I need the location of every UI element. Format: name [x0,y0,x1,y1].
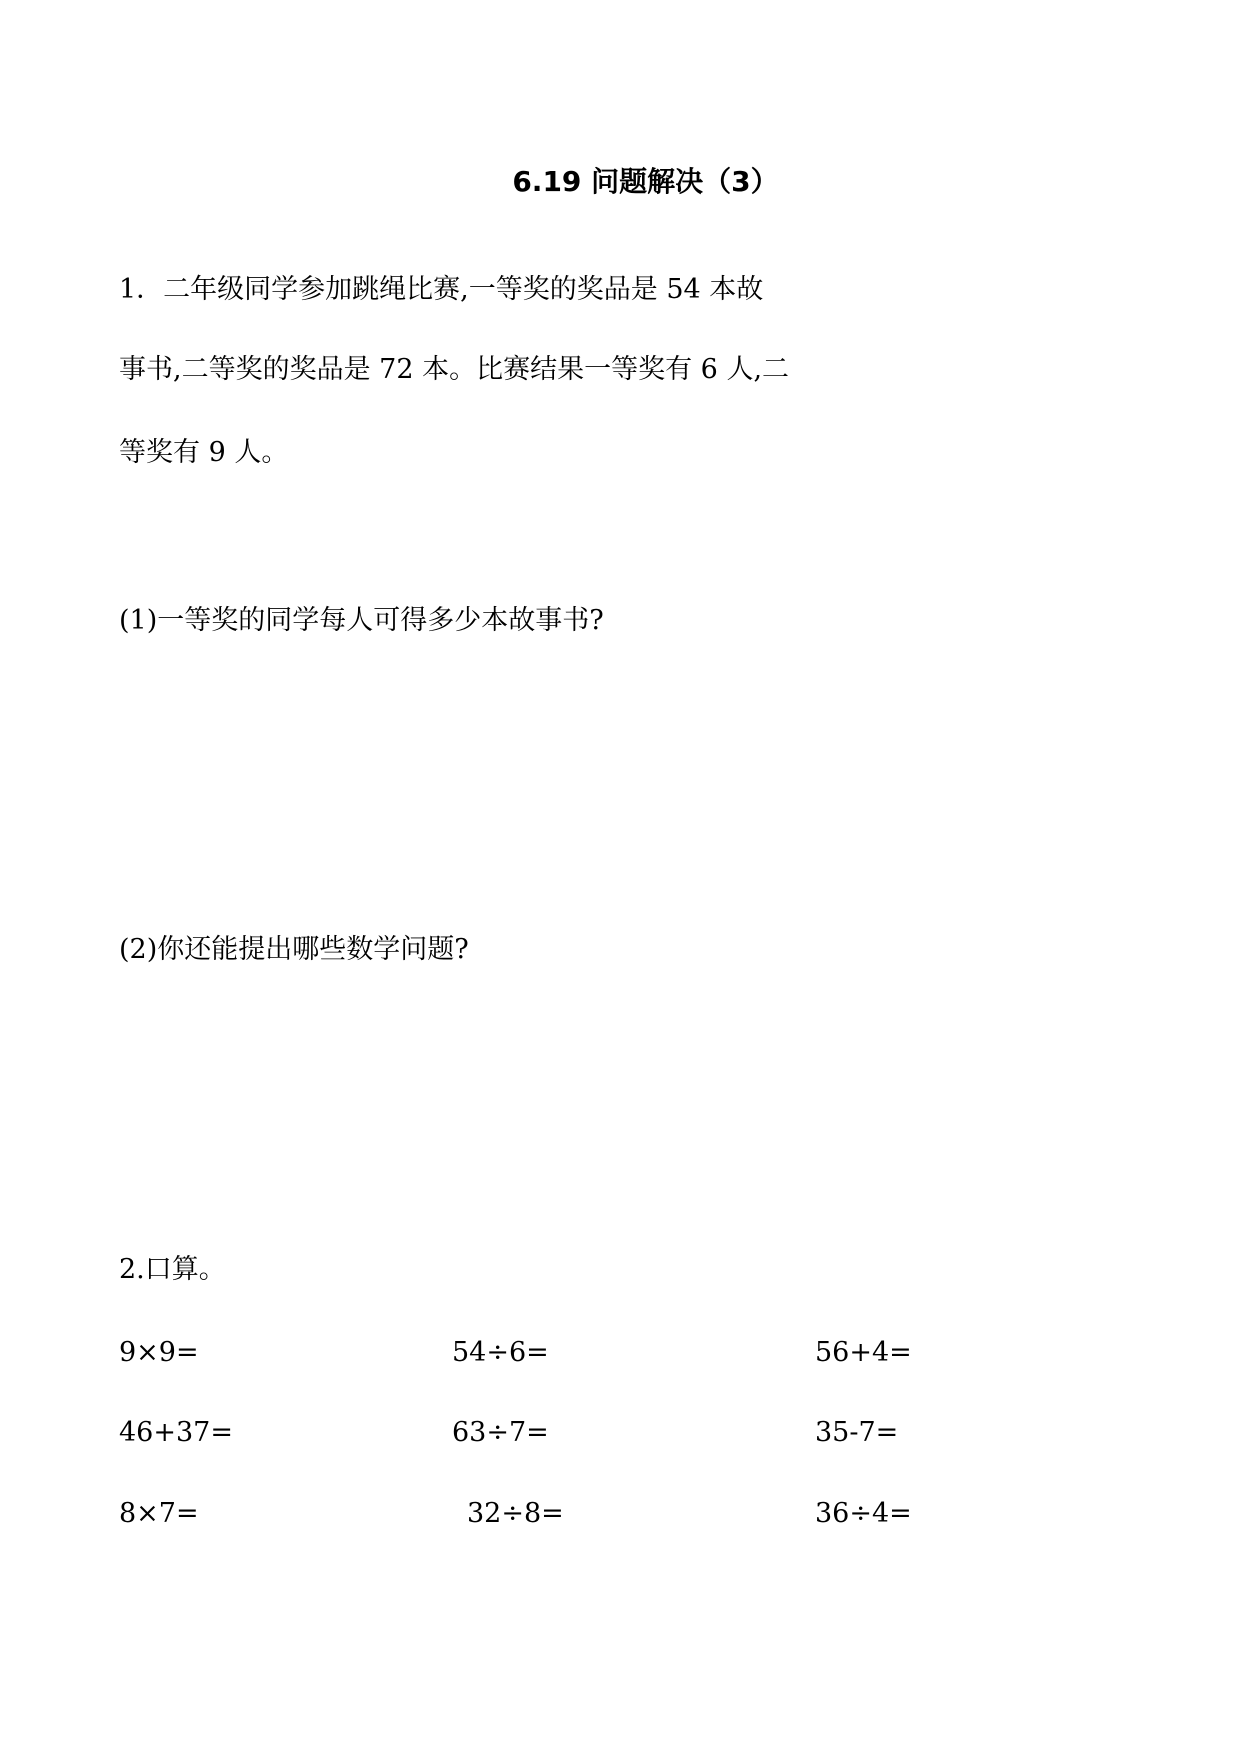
calc-item: 63÷7= [452,1417,549,1448]
calc-item: 35-7= [815,1417,899,1448]
question-1-sub-1: (1)一等奖的同学每人可得多少本故事书? [119,605,604,636]
calc-item: 9×9= [119,1337,199,1368]
question-2-heading: 2.口算。 [119,1254,226,1285]
calc-item: 36÷4= [815,1498,912,1529]
calc-item: 54÷6= [452,1337,549,1368]
calc-item: 46+37= [119,1417,233,1448]
page-title: 6.19 问题解决（3） [512,165,779,198]
calc-item: 8×7= [119,1498,199,1529]
question-1-line-2: 事书,二等奖的奖品是 72 本。比赛结果一等奖有 6 人,二 [119,354,790,385]
calc-item: 56+4= [815,1337,912,1368]
question-1-line-3: 等奖有 9 人。 [119,437,289,468]
calc-item: 32÷8= [467,1498,564,1529]
question-1-sub-2: (2)你还能提出哪些数学问题? [119,934,469,965]
question-1-line-1: 1．二年级同学参加跳绳比赛,一等奖的奖品是 54 本故 [119,274,764,305]
